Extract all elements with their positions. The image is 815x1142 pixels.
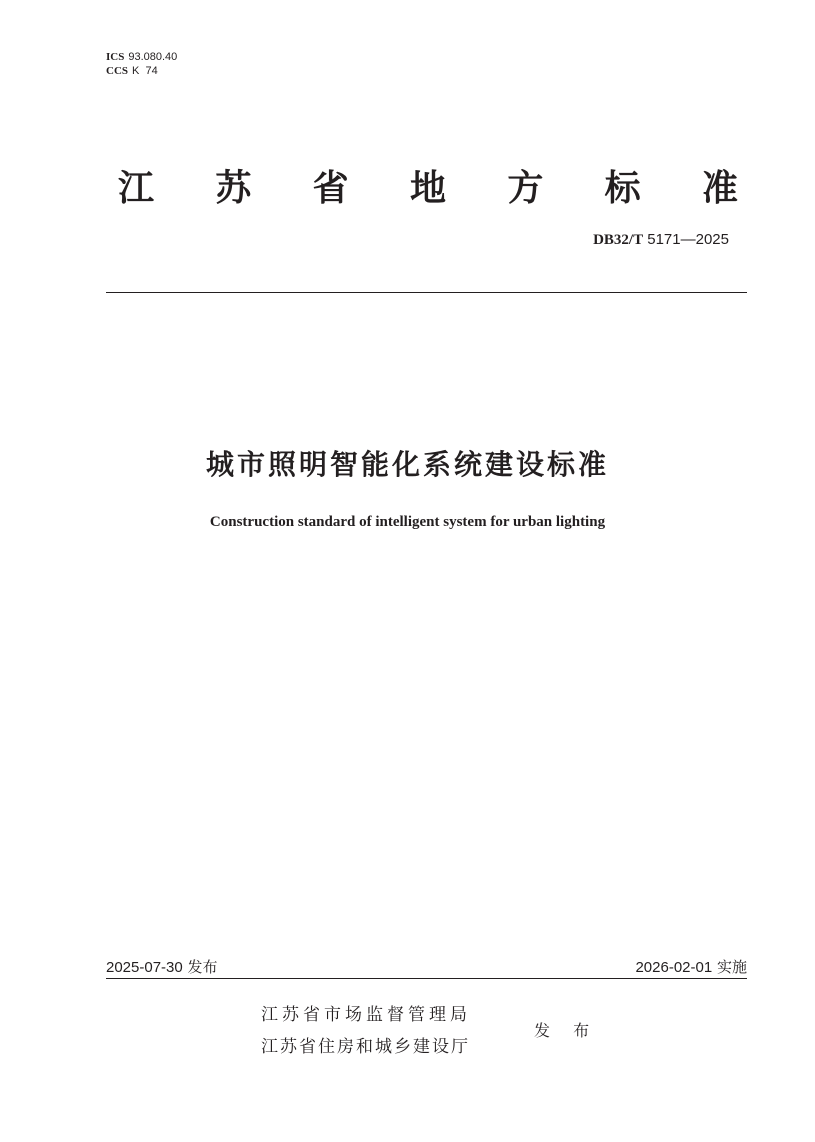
ccs-value: K 74 bbox=[132, 65, 158, 77]
standard-number-value: 5171—2025 bbox=[647, 231, 729, 248]
ics-line bbox=[106, 50, 177, 64]
release-date-value: 2025-07-30 bbox=[106, 959, 183, 976]
implementation-date-label: 实施 bbox=[716, 958, 747, 976]
document-title-en: Construction standard of intelligent system for urban lighting bbox=[209, 514, 606, 530]
release-date-label: 发布 bbox=[187, 958, 218, 976]
issuer-housing-construction: 江苏省住房和城乡建设厅 bbox=[261, 1037, 470, 1057]
release-date bbox=[106, 956, 218, 977]
implementation-date bbox=[635, 956, 747, 977]
ccs-line bbox=[106, 64, 177, 78]
standard-type-char: 江 bbox=[118, 168, 155, 209]
footer-divider bbox=[106, 978, 747, 979]
standard-type-char: 苏 bbox=[215, 168, 252, 209]
standard-type-char: 省 bbox=[312, 168, 349, 209]
standard-type-char: 地 bbox=[409, 168, 446, 209]
standard-type-char: 准 bbox=[701, 168, 738, 209]
ccs-label: CCS bbox=[106, 65, 129, 77]
ics-label: ICS bbox=[106, 51, 125, 63]
implementation-date-value: 2026-02-01 bbox=[635, 959, 713, 976]
document-title-cn: 城市照明智能化系统建设标准 bbox=[205, 448, 609, 481]
standard-type-char: 标 bbox=[604, 168, 641, 209]
standard-type-heading bbox=[118, 160, 738, 211]
issuer-market-regulation: 江苏省市场监督管理局 bbox=[261, 1005, 471, 1025]
standard-number bbox=[593, 231, 729, 249]
ics-value: 93.080.40 bbox=[128, 51, 178, 63]
standard-type-char: 方 bbox=[507, 168, 544, 209]
classification-codes bbox=[106, 50, 177, 78]
header-divider bbox=[106, 292, 747, 293]
standard-number-prefix: DB32/T bbox=[593, 232, 644, 248]
publish-label: 发 布 bbox=[534, 1021, 590, 1040]
